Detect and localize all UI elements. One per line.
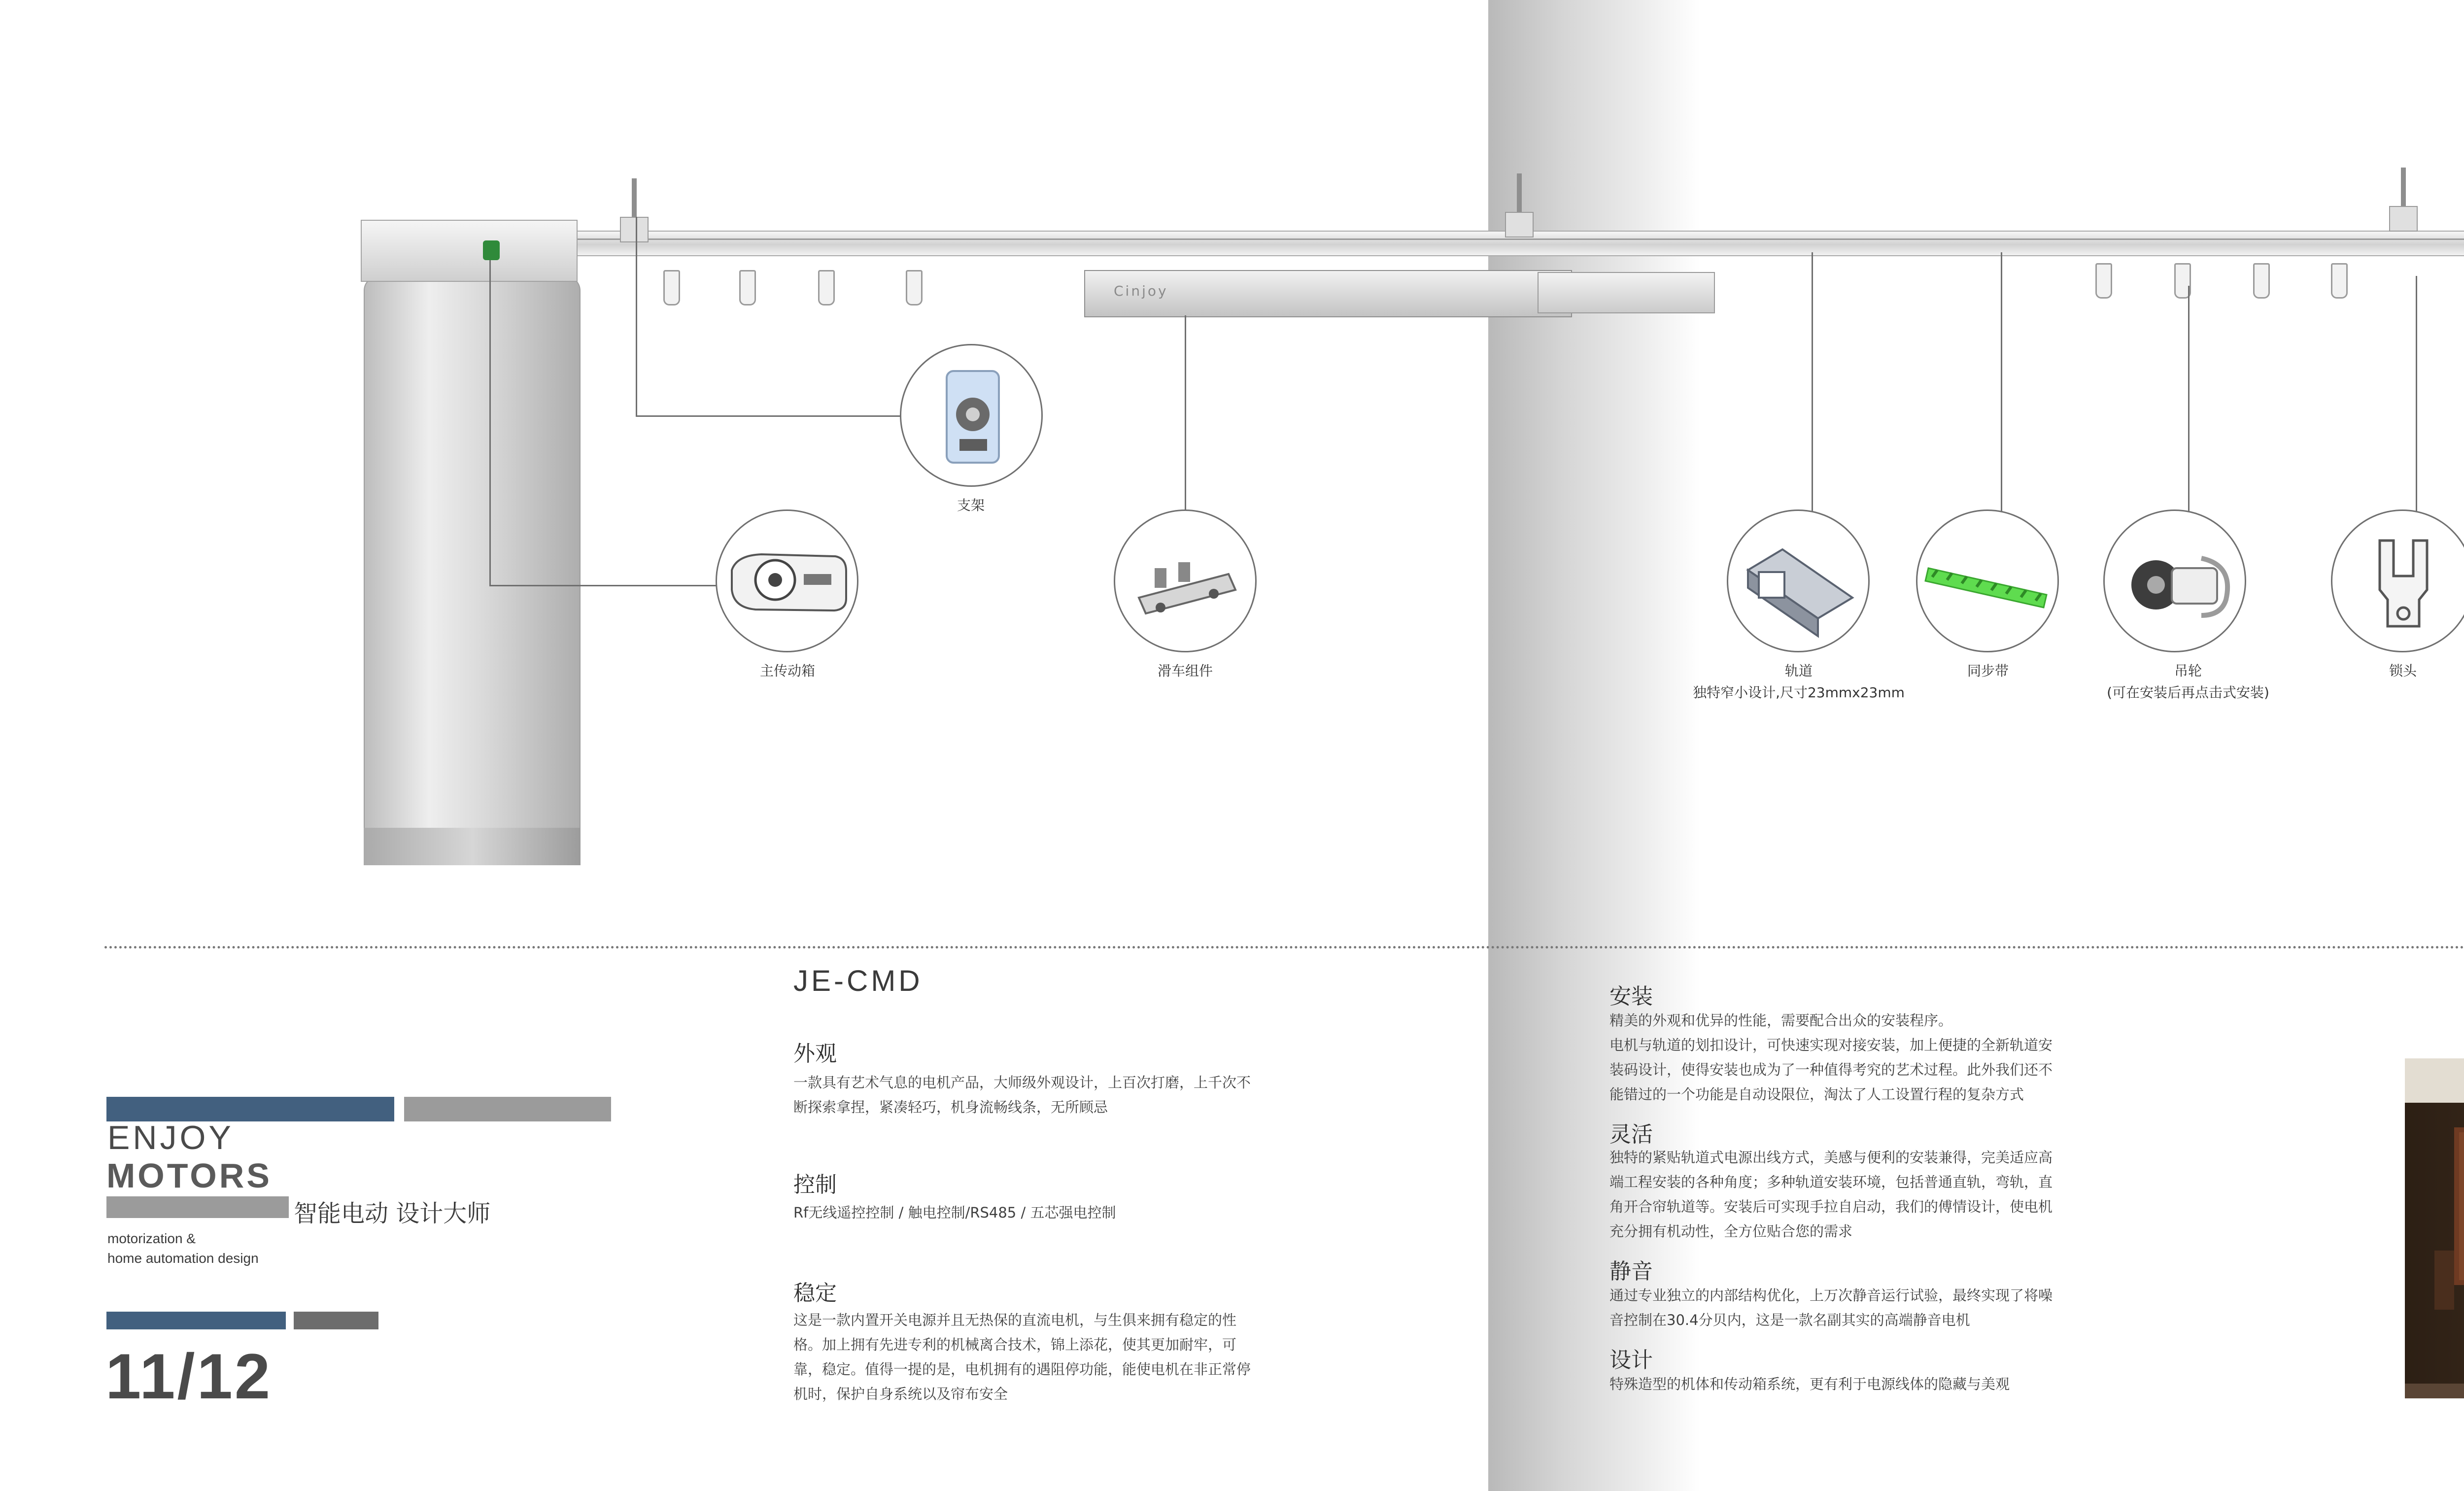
lock-detail-circle — [2331, 509, 2464, 652]
section-text-stability — [793, 1308, 1251, 1406]
rail-groove-line — [375, 238, 2464, 240]
curtain-hook — [906, 270, 923, 305]
drive-gear — [483, 240, 500, 260]
motor-head-housing — [361, 220, 578, 282]
section-title-design: 设计 — [1609, 1348, 1653, 1373]
text-line: 格。加上拥有先进专利的机械离合技术，锦上添花，使其更加耐牢，可 — [793, 1336, 1237, 1353]
section-title-appearance: 外观 — [793, 1041, 837, 1066]
pulley-detail-circle — [2103, 509, 2246, 652]
belt-detail-circle — [1916, 509, 2059, 652]
section-text-flexibility — [1609, 1145, 2053, 1244]
bracket-stem — [2401, 168, 2406, 207]
brand-slogan: 智能电动 设计大师 — [294, 1200, 491, 1227]
part-label-sub-gearbox — [2421, 660, 2464, 682]
text-line: 电机与轨道的划扣设计，可快速实现对接安装，加上便捷的全新轨道安 — [1609, 1037, 2053, 1053]
part-name: 轨道 — [1784, 663, 1813, 679]
section-title-installation: 安装 — [1609, 984, 1653, 1009]
curtain-hook — [818, 270, 835, 305]
text-line: 机时，保护自身系统以及帘布安全 — [793, 1386, 1008, 1402]
brand-tagline — [107, 1229, 314, 1268]
pulley-wheel-icon — [2105, 511, 2246, 652]
part-note: (可在安装后再点击式安装) — [2107, 684, 2269, 701]
track-detail-circle — [1727, 509, 1870, 652]
text-line: Rf无线遥控控制 / 触电控制/RS485 / 五芯强电控制 — [793, 1204, 1116, 1221]
part-note: 独特窄小设计,尺寸23mmx23mm — [1693, 684, 1905, 701]
rail-bracket — [620, 217, 649, 242]
leader-line — [636, 415, 902, 417]
leader-line — [2001, 252, 2002, 511]
slogan-bar-gray — [106, 1196, 289, 1218]
leader-line — [636, 217, 637, 417]
section-text-design — [1609, 1372, 2010, 1396]
part-name: 同步带 — [1967, 663, 2009, 679]
part-label-carriage — [1037, 660, 1333, 682]
timing-belt-icon — [1917, 511, 2059, 652]
part-name: 支架 — [957, 497, 985, 513]
leader-line — [489, 260, 491, 586]
text-line: 装码设计，使得安装也成为了一种值得考究的艺术过程。此外我们还不 — [1609, 1061, 2053, 1078]
leader-line — [2416, 276, 2417, 511]
text-line: 这是一款内置开关电源并且无热保的直流电机，与生俱来拥有稳定的性 — [793, 1312, 1237, 1328]
carriage-detail-circle — [1114, 509, 1257, 652]
bedroom-scene-image — [2405, 1058, 2464, 1398]
gearbox-icon — [717, 511, 858, 652]
curtain-hook — [2095, 263, 2112, 299]
carriage-engraving: Cinjoy — [1114, 283, 1168, 299]
leader-line — [1812, 252, 1813, 511]
part-name: 主传动箱 — [759, 663, 815, 679]
text-line: 一款具有艺术气息的电机产品，大师级外观设计，上百次打磨，上千次不 — [793, 1074, 1251, 1091]
text-line: 独特的紧贴轨道式电源出线方式，美感与便利的安装兼得，完美适应高 — [1609, 1149, 2053, 1166]
page-bar-dark-gray — [294, 1312, 378, 1329]
part-name — [2421, 660, 2464, 682]
section-text-silence — [1609, 1283, 2053, 1332]
text-line: 能错过的一个功能是自动设限位，淘汰了人工设置行程的复杂方式 — [1609, 1086, 2024, 1103]
curtain-hook — [2253, 263, 2270, 299]
curtain-track-rail — [375, 231, 2464, 256]
section-text-control — [793, 1200, 1116, 1225]
rail-bracket — [1505, 212, 1534, 237]
tagline-line: motorization & — [107, 1231, 196, 1246]
model-number: JE-CMD — [793, 964, 923, 997]
leader-line — [489, 585, 720, 586]
slave-carriage — [1538, 272, 1715, 313]
section-text-appearance — [793, 1070, 1251, 1119]
text-line: 断探索拿捏，紧凑轻巧，机身流畅线条，无所顾忌 — [793, 1099, 1108, 1116]
part-name: 锁头 — [2389, 663, 2417, 679]
bracket-stem — [632, 178, 637, 218]
leader-line — [2188, 286, 2190, 511]
track-profile-icon — [1728, 511, 1870, 652]
carriage-icon — [1115, 511, 1257, 652]
bracket-detail-circle — [900, 344, 1043, 487]
part-label-bracket — [823, 495, 1119, 516]
bracket-stem — [1517, 173, 1522, 213]
page-number: 11/12 — [105, 1340, 273, 1412]
text-line: 端工程安装的各种角度；多种轨道安装环境，包括普通直轨，弯轨，直 — [1609, 1174, 2053, 1190]
part-name: 滑车组件 — [1157, 663, 1213, 679]
curtain-hook — [2331, 263, 2348, 299]
part-label-main-gearbox — [640, 660, 935, 682]
lock-head-icon — [2332, 511, 2464, 652]
section-title-control: 控制 — [793, 1172, 837, 1197]
curtain-hook — [739, 270, 756, 305]
bracket-clip-icon — [901, 345, 1043, 487]
section-text-installation — [1609, 1008, 2053, 1107]
bedroom-photo — [2405, 1058, 2464, 1398]
tagline-line: home automation design — [107, 1251, 259, 1266]
tubular-motor-body — [364, 276, 581, 865]
motor-end-cap — [364, 828, 581, 865]
section-title-flexibility: 灵活 — [1609, 1122, 1653, 1147]
brand-bar-gray — [404, 1097, 611, 1121]
text-line: 靠，稳定。值得一提的是，电机拥有的遇阻停功能，能使电机在非正常停 — [793, 1361, 1251, 1378]
text-line: 特殊造型的机体和传动箱系统，更有利于电源线体的隐藏与美观 — [1609, 1376, 2010, 1392]
text-line: 充分拥有机动性，全方位贴合您的需求 — [1609, 1223, 1853, 1240]
text-line: 音控制在30.4分贝内，这是一款名副其实的高端静音电机 — [1609, 1312, 1970, 1328]
brand-bar-blue — [106, 1097, 394, 1121]
page-bar-blue — [106, 1312, 286, 1329]
brand-enjoy: ENJOY — [107, 1119, 234, 1156]
brand-motors: MOTORS — [106, 1156, 272, 1195]
part-name: 吊轮 — [2174, 663, 2202, 679]
text-line: 角开合帘轨道等。安装后可实现手拉自启动，我们的傅情设计，使电机 — [1609, 1198, 2053, 1215]
section-title-stability: 稳定 — [793, 1281, 837, 1306]
leader-line — [1185, 315, 1186, 511]
text-line: 精美的外观和优异的性能，需要配合出众的安装程序。 — [1609, 1012, 1953, 1029]
rail-bracket — [2389, 206, 2418, 232]
section-title-silence: 静音 — [1609, 1259, 1653, 1284]
curtain-hook — [663, 270, 680, 305]
section-divider — [104, 946, 2464, 949]
main-gearbox-detail-circle — [716, 509, 858, 652]
text-line: 通过专业独立的内部结构优化，上万次静音运行试验，最终实现了将噪 — [1609, 1287, 2053, 1304]
